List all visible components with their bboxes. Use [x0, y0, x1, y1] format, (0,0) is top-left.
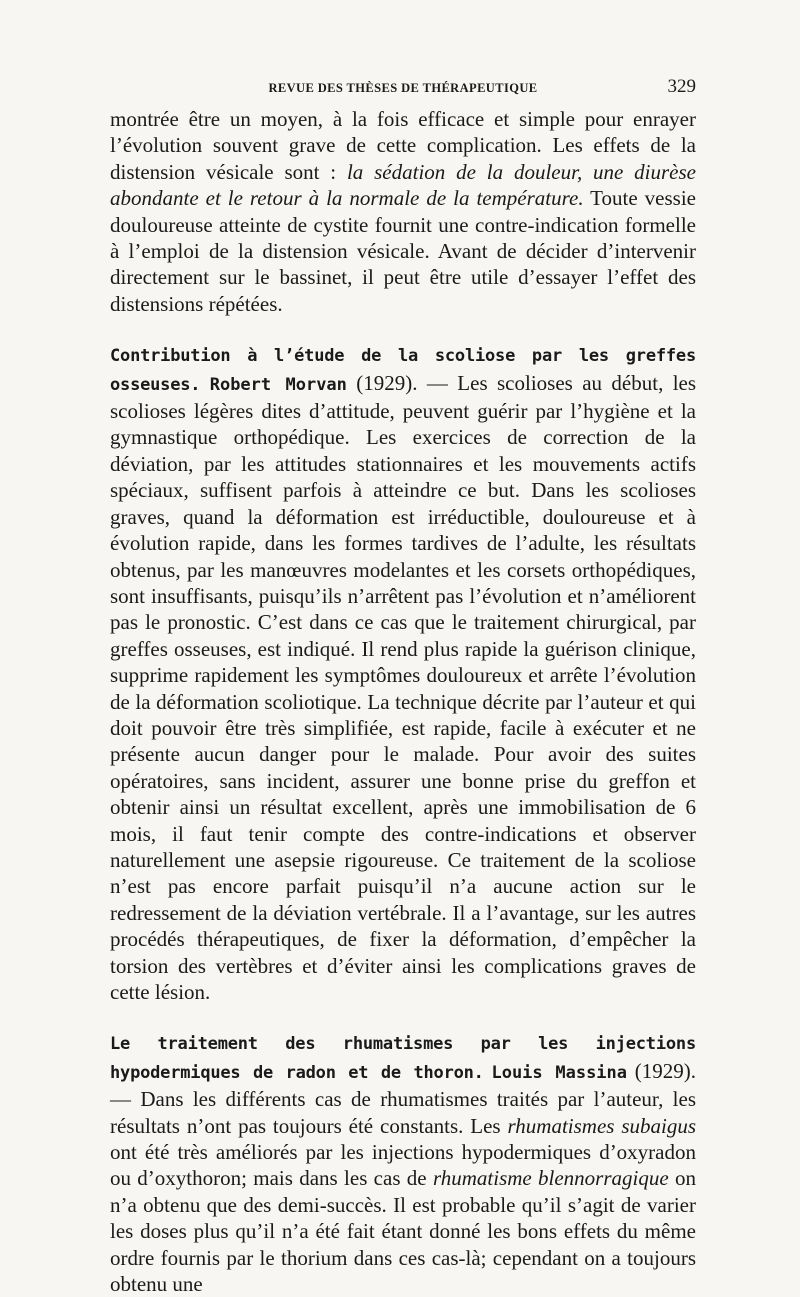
- section-rhumatismes-year: (1929).: [634, 1058, 697, 1083]
- section-rhumatismes-paragraph: [110, 1029, 696, 1297]
- intro-text: montrée être un moyen, à la fois efficace et simple pour enrayer l’évolution souvent grave de cette complication. Les effets de la distension vésicale sont :: [110, 107, 696, 184]
- section-rhumatismes-text-2: ont été très améliorés par les injections hypodermiques d’oxyradon ou d’oxythoron; mais dans les cas de: [110, 1140, 696, 1191]
- section-scoliose-paragraph: [110, 341, 696, 1005]
- section-rhumatismes-title: Le traitement des rhumatismes par les injections hypodermiques de radon et de thoron.: [110, 1034, 696, 1083]
- section-rhumatismes-text-3: on n’a obtenu que des demi-succès. Il est probable qu’il s’agit de varier les doses plus qu’il n’a été fait étant donné les bons effets du même ordre fournis par le thorium dans ces cas-là; cependant on a toujours obtenu une: [110, 1166, 696, 1297]
- section-rhumatismes: [110, 1029, 696, 1297]
- section-rhumatismes-italic-subaigus: rhumatismes subaigus: [507, 1113, 696, 1138]
- section-scoliose-author: Robert Morvan: [209, 374, 347, 395]
- section-rhumatismes-author: Louis Massina: [491, 1062, 628, 1083]
- intro-paragraph: [110, 106, 696, 317]
- section-scoliose-title: Contribution à l’étude de la scoliose par les greffes osseuses.: [110, 346, 696, 395]
- section-rhumatismes-italic-blennorragique: rhumatisme blennorragique: [432, 1166, 669, 1191]
- section-scoliose-body: — Les scolioses au début, les scolioses légères dites d’attitude, peuvent guérir par l’hygiène et la gymnastique orthopédique. Les exercices de correction de la déviation, par les attitudes stationnaires et les mouvements actifs spéciaux, suffisent parfois à atteindre ce but. Dans les scolioses graves, quand la déformation est irréductible, douloureuse et à évolution rapide, dans les formes tardives de l’adulte, les résultats obtenus, par les manœuvres modelantes et les corsets orthopédiques, sont insuffisants, puisqu’ils n’arrêtent pas l’évolution et n’améliorent pas le pronostic. C’est dans ce cas que le traitement chirurgical, par greffes osseuses, est indiqué. Il rend plus rapide la guérison clinique, supprime rapidement les symptômes douloureux et arrête l’évolution de la déformation scoliotique. La technique décrite par l’auteur et qui doit pouvoir être très simplifiée, est rapide, facile à exécuter et ne présente aucun danger pour le malade. Pour avoir des suites opératoires, sans incident, assurer une bonne prise du greffon et obtenir ainsi un résultat excellent, après une immobilisation de 6 mois, il faut tenir compte des contre-indications et observer naturellement une asepsie rigoureuse. Ce traitement de la scoliose n’est pas encore parfait puisqu’il n’a aucune action sur le redressement de la déviation vertébrale. Il a l’avantage, sur les autres procédés thérapeutiques, de fixer la déformation, d’empêcher la torsion des vertèbres et d’éviter ainsi les complications graves de cette lésion.: [110, 370, 697, 1004]
- section-scoliose-year: (1929).: [356, 370, 418, 395]
- page-number: 329: [667, 76, 696, 97]
- intro-italic: la sédation de la douleur, une diurèse abondante et le retour à la normale de la température.: [110, 159, 696, 211]
- document-page: [110, 70, 696, 1297]
- section-scoliose: [110, 341, 696, 1005]
- intro-text-continued: Toute vessie douloureuse atteinte de cystite fournit une contre-indication formelle à l’emploi de la distension vésicale. Avant de décider d’intervenir directement sur le bassinet, il peut être utile d’essayer l’effet des distensions répétées.: [110, 186, 696, 316]
- section-rhumatismes-text: — Dans les différents cas de rhumatismes traités par l’auteur, les résultats n’ont pas toujours été constants. Les: [110, 1087, 696, 1138]
- page-header: [110, 70, 696, 106]
- running-title: REVUE DES THÈSES DE THÉRAPEUTIQUE: [268, 80, 538, 95]
